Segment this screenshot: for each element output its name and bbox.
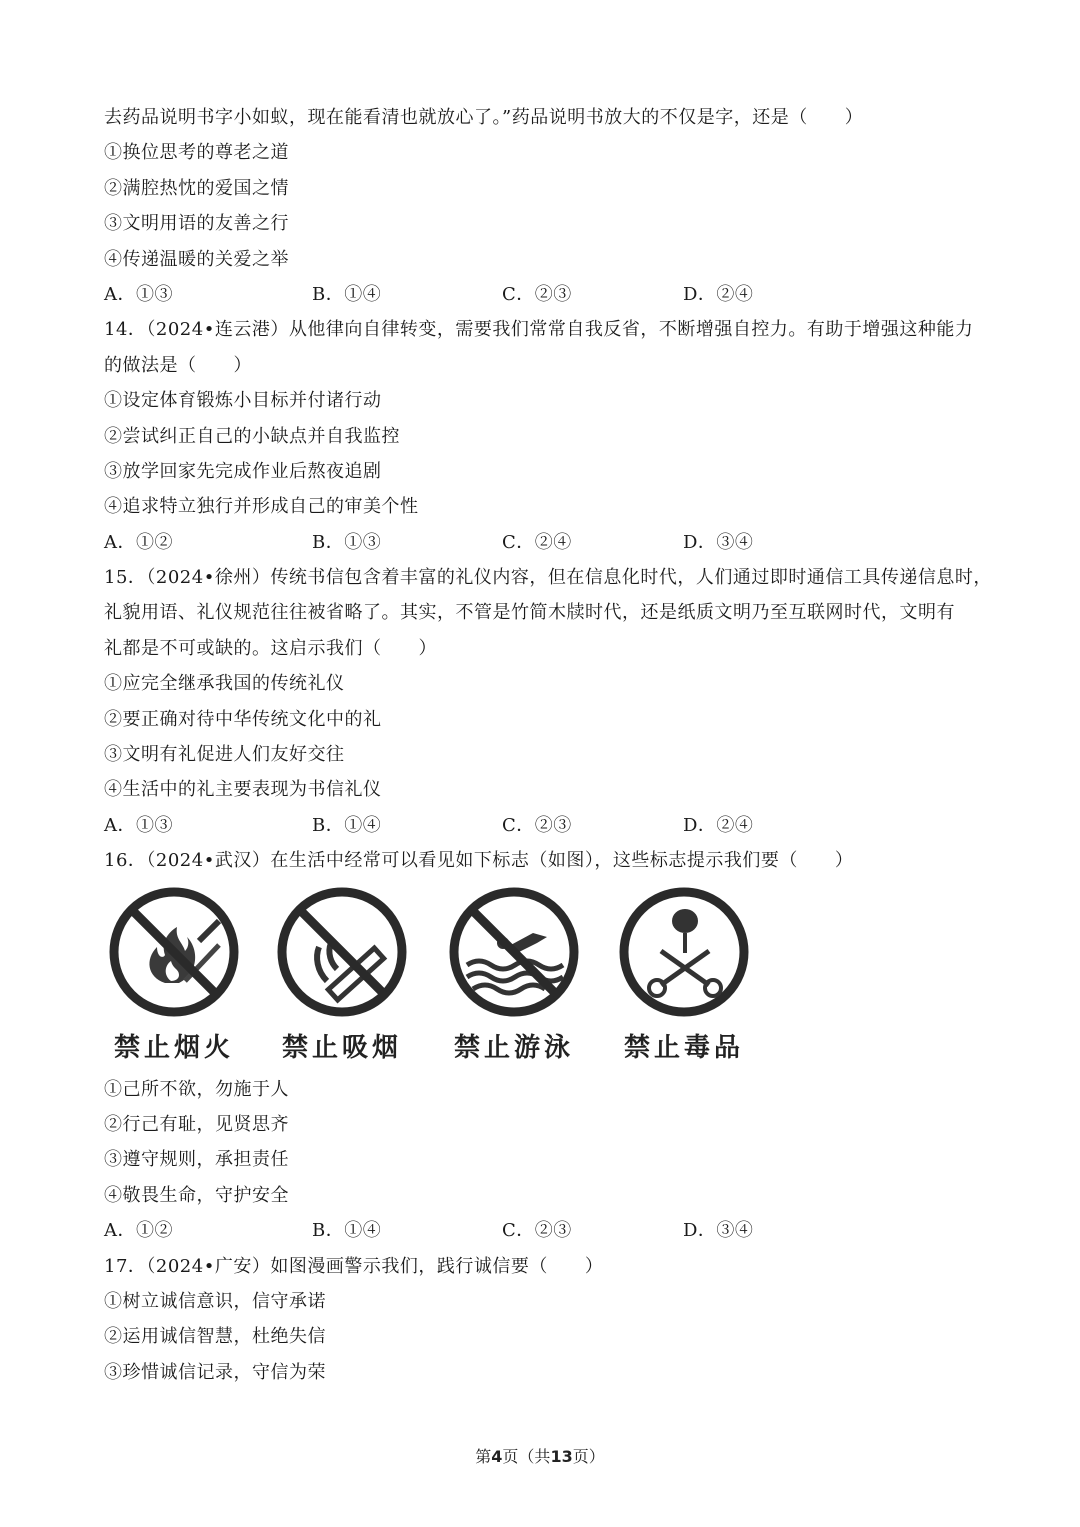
sign-label: 禁止吸烟 bbox=[281, 1032, 402, 1063]
q17-stem: 17．（2024•广安）如图漫画警示我们，践行诚信要（ ） bbox=[104, 1255, 604, 1277]
q14-stem-line: 的做法是（ ） bbox=[104, 354, 252, 376]
q13-item: ②满腔热忱的爱国之情 bbox=[104, 177, 289, 199]
footer-total-pages: 13 bbox=[550, 1447, 573, 1466]
sign-label: 禁止烟火 bbox=[113, 1032, 234, 1063]
footer-middle: 页（共 bbox=[502, 1447, 551, 1466]
q15-item: ③文明有礼促进人们友好交往 bbox=[104, 744, 345, 766]
q13-item: ③文明用语的友善之行 bbox=[104, 213, 289, 235]
q14-option-a: A．①② bbox=[104, 531, 173, 553]
q16-item: ④敬畏生命，守护安全 bbox=[104, 1184, 289, 1206]
q16-option-d: D．③④ bbox=[683, 1220, 754, 1242]
document-page bbox=[104, 100, 992, 1390]
sign-label: 禁止毒品 bbox=[623, 1032, 744, 1063]
q15-stem-line: 礼都是不可或缺的。这启示我们（ ） bbox=[104, 637, 437, 659]
q14-options bbox=[104, 525, 984, 560]
q15-stem-line: 礼貌用语、礼仪规范往往被省略了。其实，不管是竹简木牍时代，还是纸质文明乃至互联网时代，文明有 bbox=[104, 602, 955, 624]
q17-item: ②运用诚信智慧，杜绝失信 bbox=[104, 1326, 326, 1348]
q16-item: ②行己有耻，见贤思齐 bbox=[104, 1113, 289, 1135]
no-drugs-icon bbox=[617, 885, 751, 1019]
q13-item: ④传递温暖的关爱之举 bbox=[104, 248, 289, 270]
footer-page-number: 4 bbox=[491, 1447, 503, 1466]
sign-no-fire bbox=[104, 885, 244, 1064]
q15-item: ①应完全继承我国的传统礼仪 bbox=[104, 673, 345, 695]
q14-stem-line: 14．（2024•连云港）从他律向自律转变，需要我们常常自我反省，不断增强自控力。有助于增强这种能力 bbox=[104, 319, 974, 341]
q16-option-c: C．②③ bbox=[502, 1220, 572, 1242]
q15-option-c: C．②③ bbox=[502, 814, 572, 836]
q16-option-b: B．①④ bbox=[312, 1220, 382, 1242]
footer-prefix: 第 bbox=[475, 1447, 492, 1466]
no-swimming-icon bbox=[447, 885, 581, 1019]
sign-no-swimming bbox=[444, 885, 584, 1064]
q16-item: ①己所不欲，勿施于人 bbox=[104, 1078, 289, 1100]
q15-option-d: D．②④ bbox=[683, 814, 754, 836]
q15-option-a: A．①③ bbox=[104, 814, 173, 836]
q13-item: ①换位思考的尊老之道 bbox=[104, 142, 289, 164]
q14-item: ④追求特立独行并形成自己的审美个性 bbox=[104, 496, 419, 518]
no-smoking-icon bbox=[275, 885, 409, 1019]
q15-item: ②要正确对待中华传统文化中的礼 bbox=[104, 708, 382, 730]
q13-stem: 去药品说明书字小如蚁，现在能看清也就放心了。”药品说明书放大的不仅是字，还是（ ） bbox=[104, 107, 864, 128]
q13-option-a: A．①③ bbox=[104, 283, 173, 305]
q14-item: ②尝试纠正自己的小缺点并自我监控 bbox=[104, 425, 400, 447]
sign-label: 禁止游泳 bbox=[453, 1032, 574, 1063]
q14-option-b: B．①③ bbox=[312, 531, 382, 553]
q13-option-b: B．①④ bbox=[312, 283, 382, 305]
q15-stem-line: 15．（2024•徐州）传统书信包含着丰富的礼仪内容，但在信息化时代，人们通过即时通信工具传递信息时， bbox=[104, 567, 992, 589]
q17-item: ③珍惜诚信记录，守信为荣 bbox=[104, 1361, 326, 1383]
q16-item: ③遵守规则，承担责任 bbox=[104, 1149, 289, 1171]
q13-options bbox=[104, 277, 984, 312]
q14-item: ①设定体育锻炼小目标并付诸行动 bbox=[104, 390, 382, 412]
page-footer bbox=[0, 1444, 1080, 1467]
q13-option-c: C．②③ bbox=[502, 283, 572, 305]
q15-option-b: B．①④ bbox=[312, 814, 382, 836]
q15-options bbox=[104, 808, 984, 843]
q16-options bbox=[104, 1213, 984, 1248]
prohibition-signs-figure bbox=[104, 885, 764, 1070]
footer-suffix: 页） bbox=[572, 1447, 605, 1466]
q16-option-a: A．①② bbox=[104, 1220, 173, 1242]
q13-option-d: D．②④ bbox=[683, 283, 754, 305]
no-fire-icon bbox=[107, 885, 241, 1019]
q14-option-d: D．③④ bbox=[683, 531, 754, 553]
sign-no-smoking bbox=[272, 885, 412, 1064]
q15-item: ④生活中的礼主要表现为书信礼仪 bbox=[104, 779, 382, 801]
q14-option-c: C．②④ bbox=[502, 531, 572, 553]
sign-no-drugs bbox=[614, 885, 754, 1064]
q16-stem: 16．（2024•武汉）在生活中经常可以看见如下标志（如图），这些标志提示我们要（ ） bbox=[104, 850, 854, 872]
q17-item: ①树立诚信意识，信守承诺 bbox=[104, 1290, 326, 1312]
q14-item: ③放学回家先完成作业后熬夜追剧 bbox=[104, 460, 382, 482]
